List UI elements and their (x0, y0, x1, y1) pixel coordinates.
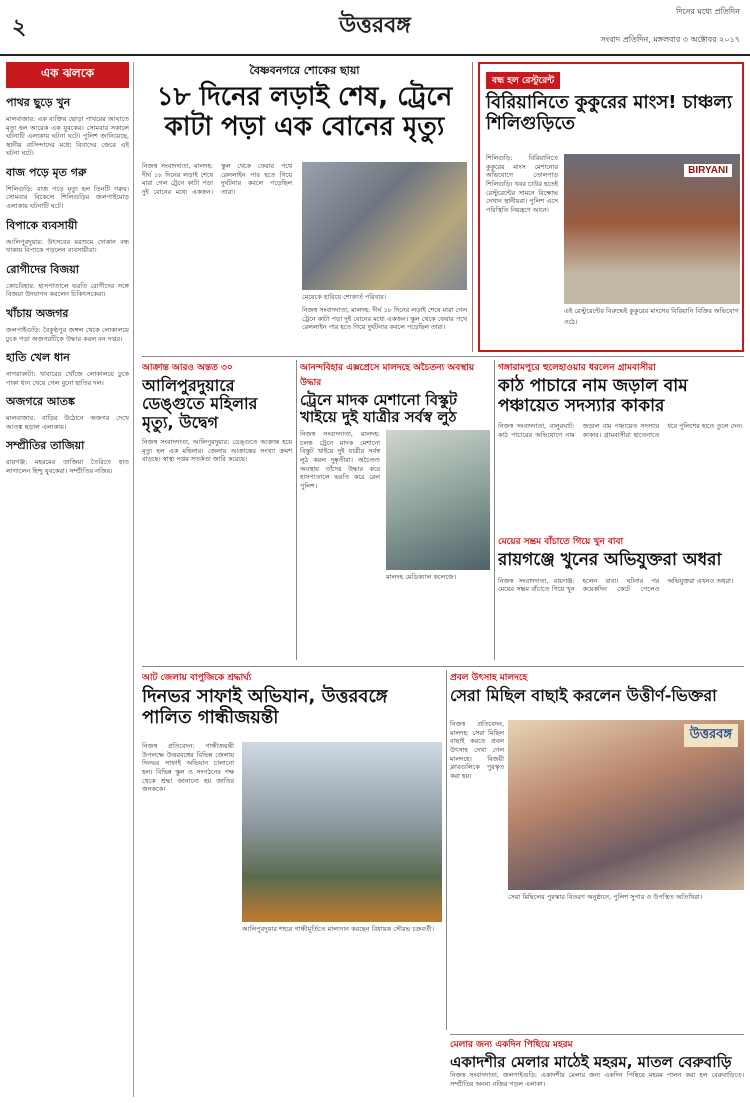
left-column (6, 62, 134, 1097)
paper-name: উত্তরবঙ্গ (339, 12, 411, 38)
story-body: নিজস্ব সংবাদদাতা, মালদহ: দীর্ঘ ১৮ দিনের লড়াই শেষে মারা গেল ট্রেনে কাটা পড়া দুই বোনের মধ্যে একজন। স্কুল থেকে ফেরার পথে রেললাইন পার হতে গিয়ে দুর্ঘটনার কবলে পড়েছিল তারা। (142, 162, 292, 196)
story-dengue (142, 360, 292, 660)
brief-text: নাগরাকাটা: খাবারের খোঁজে লোকালয়ে ঢুকে পাকা ধান খেয়ে গেল বুনো হাতির দল। (6, 370, 129, 387)
section-rule (142, 356, 744, 357)
story-photo (302, 162, 467, 290)
brief-item (6, 94, 129, 158)
brief-title: সম্প্রীতির তাজিয়া (6, 439, 85, 453)
brief-item (6, 437, 129, 475)
story-headline: সেরা মিছিল বাছাই করলেন উত্তীর্ণ-ভিক্তরা (450, 686, 717, 705)
brief-title: বিপাকে ব্যবসায়ী (6, 218, 78, 232)
brief-item (6, 349, 129, 387)
story-headline: কাঠ পাচারে নাম জড়াল বাম পঞ্চায়েত সদস্যার কাকার (498, 376, 688, 416)
column-rule (296, 360, 297, 660)
story-raiganj (498, 534, 744, 660)
story-kicker: বৈষ্ণবনগরে শোকের ছায়া (249, 64, 360, 77)
story-body: নিজস্ব সংবাদদাতা, আলিপুরদুয়ার: ডেঙ্গুতে আক্রান্ত হয়ে মৃত্যু হল এক মহিলার। জেলায় আক্রান্তের সংখ্যা ক্রমশ বাড়ছে। স্বাস্থ্য দপ্তর সতর্কতা জারি করেছে। (142, 438, 292, 464)
story-train-accident (142, 62, 467, 352)
edition-line: দিনের মধ্যে প্রতিদিন (676, 7, 740, 16)
story-kicker: আট জেলায় বাপুজিকে শ্রদ্ধার্ঘ্য (142, 673, 252, 683)
story-kicker: বন্ধ হল রেস্টুরেন্ট (486, 72, 560, 89)
photo-caption: এই রেস্টুরেন্টের বিরুদ্ধেই কুকুরের মাংসের বিরিয়ানি বিক্রির অভিযোগ ওঠে। (564, 307, 739, 326)
left-column-header: এক ঝলকে (6, 62, 129, 88)
story-body: শিলিগুড়ি: বিরিয়ানিতে কুকুরের মাংস মেশানোর অভিযোগে তোলপাড় শিলিগুড়ি। খবর চাউর হতেই রেস্টুরেন্টের সামনে বিক্ষোভ দেখান স্থানীয়রা। পুলিশ এসে পরিস্থিতি নিয়ন্ত্রণে আনে। (486, 154, 558, 214)
story-body: নিজস্ব সংবাদদাতা, জলপাইগুড়ি: একাদশীর মেলার জন্য একদিন পিছিয়ে মহরম পালন করা হল বেরুবাড়িতে। সম্প্রীতির অনন্য নজির গড়ল এলাকা। (450, 1071, 744, 1088)
story-muharram (450, 1037, 744, 1097)
story-train-robbery (300, 360, 490, 660)
column-rule (494, 360, 495, 660)
brief-text: মালবাজার: এক ব্যক্তির ছোড়া পাথরের আঘাতে মৃত্যু হল আরেক এক যুবকের। সোমবার সকালে ঘটনাটি এলাকায় ঘটনা ঘটে। পুলিশ জানিয়েছে, স্থানীয় বাসিন্দাদের মধ্যে বিবাদের জেরে এই ঘটনা ঘটে। (6, 115, 129, 158)
brief-item (6, 305, 129, 343)
story-gandhi-jayanti (142, 670, 442, 1030)
story-photo (386, 430, 490, 570)
brief-item (6, 393, 129, 431)
brief-item (6, 261, 129, 299)
story-kicker: মেয়ের সম্ভ্রম বাঁচাতে গিয়ে খুন বাবা (498, 537, 624, 547)
brief-text: কোচবিহার: হাসপাতালে ভরতি রোগীদের সঙ্গে বিজয়া উদযাপন করলেন চিকিৎসকেরা। (6, 281, 129, 299)
date-line: সংবাদ প্রতিদিন, মঙ্গলবার ৩ অক্টোবর ২০১৭ (600, 35, 740, 44)
photo-caption: মেয়েকে হারিয়ে শোকার্ত পরিবার। (302, 292, 467, 303)
story-best-procession (450, 670, 744, 1030)
restaurant-sign: BIRYANI (684, 164, 732, 177)
banner: উত্তরবঙ্গ (684, 724, 738, 747)
brief-title: পাথর ছুড়ে খুন (6, 96, 71, 109)
page-number: ২ (12, 14, 27, 40)
story-photo (508, 720, 744, 890)
story-headline: ১৮ দিনের লড়াই শেষ, ট্রেনে কাটা পড়া এক বোনের মৃত্যু (156, 82, 453, 142)
brief-item (6, 164, 129, 211)
section-rule (142, 666, 744, 667)
story-kicker: গঙ্গারামপুরে হুলেহাওয়ার ধরলেন গ্রামবাসীরা (498, 363, 656, 373)
masthead (0, 0, 750, 56)
brief-text: আলিপুরদুয়ার: উৎসবের মরশুমে দোকান বন্ধ থাকায় বিপাকে পড়লেন ব্যবসায়ীরা। (6, 237, 129, 255)
brief-title: হাতি খেল ধান (6, 351, 70, 365)
story-body: নিজস্ব সংবাদদাতা, রায়গঞ্জ: মেয়ের সম্ভ্রম বাঁচাতে গিয়ে খুন হলেন বাবা। ঘটনার পর কয়েকদিন কেটে গেলেও অভিযুক্তরা এখনও অধরা। (498, 576, 734, 594)
story-body: নিজস্ব প্রতিবেদন, মালদহ: সেরা মিছিল বাছাই করতে প্রবল উৎসাহ দেখা গেল মালদহে। বিজয়ী ক্লাবগুলিকে পুরস্কৃত করা হয়। (450, 720, 504, 780)
brief-title: রোগীদের বিজয়া (6, 262, 79, 276)
story-headline: একাদশীর মেলার মাঠেই মহরম, মাতল বেরুবাড়ি (450, 1053, 732, 1071)
story-body: নিজস্ব সংবাদদাতা, বালুরঘাট: কাঠ পাচারের অভিযোগে নাম জড়াল বাম পঞ্চায়েত সদস্যার কাকার। গ্রামবাসীরা হাতেনাতে ধরে পুলিশের হাতে তুলে দেন। (498, 422, 743, 439)
column-rule (472, 62, 473, 352)
story-headline: ট্রেনে মাদক মেশানো বিস্কুট খাইয়ে দুই যাত্রীর সর্বস্ব লুঠ (300, 391, 458, 427)
section-rule (450, 1034, 744, 1035)
story-headline: আলিপুরদুয়ারে ডেঙ্গুতে মহিলার মৃত্যু, উদ্বেগ (142, 376, 258, 432)
photo-caption: সেরা মিছিলের পুরস্কার বিতরণ অনুষ্ঠানে, পুলিশ সুপার ও উপস্থিত অতিথিরা। (508, 892, 744, 903)
brief-title: বাজ পড়ে মৃত গরু (6, 165, 87, 179)
story-body: নিজস্ব প্রতিবেদন: গান্ধীজয়ন্তী উপলক্ষে উত্তরবঙ্গের বিভিন্ন জেলায় দিনভর সাফাই অভিযান চালানো হল। বিভিন্ন স্কুল ও সংগঠনের পক্ষ থেকে শ্রদ্ধা জানানো হয় জাতির জনককে। (142, 742, 234, 794)
story-kicker: আক্রান্ত আরও অন্তত ৩০ (142, 363, 233, 373)
brief-title: খাঁচায় অজগর (6, 306, 69, 320)
story-body: নিজস্ব সংবাদদাতা, মালদহ: চলন্ত ট্রেনে মাদক মেশানো বিস্কুট খাইয়ে দুই যাত্রীর সর্বস্ব লুঠ করল দুষ্কৃতীরা। অচৈতন্য অবস্থায় তাঁদের উদ্ধার করে হাসপাতালে ভরতি করে রেল পুলিশ। (300, 430, 380, 490)
story-kicker: মেলার জন্য একদিন পিছিয়ে মহরম (450, 1040, 573, 1050)
story-wood-smuggling (498, 360, 744, 530)
brief-item (6, 217, 129, 255)
story-body-continued: নিজস্ব সংবাদদাতা, মালদহ: দীর্ঘ ১৮ দিনের লড়াই শেষে মারা গেল ট্রেনে কাটা পড়া দুই বোনের মধ্যে একজন। স্কুল থেকে ফেরার পথে রেললাইন পার হতে গিয়ে দুর্ঘটনার কবলে পড়েছিল তারা। (302, 306, 467, 332)
photo-caption: আলিপুরদুয়ার শহরে গান্ধীমূর্তিতে মাল্যদান করছেন বিধায়ক সৌরভ চক্রবর্তী। (242, 924, 442, 935)
brief-text: জলপাইগুড়ি: বৈকুণ্ঠপুর জঙ্গল থেকে লোকালয়ে ঢুকে পড়া অজগরটিকে উদ্ধার করল বন দপ্তর। (6, 325, 129, 343)
story-photo (564, 154, 740, 304)
brief-text: শিলিগুড়ি: বাজ পড়ে মৃত্যু হল তিনটি গরুর। সোমবার বিকেলে শিলিগুড়ির জলপাইমোড় এলাকায় ঘটনাটি ঘটে। (6, 184, 129, 211)
column-rule (446, 670, 447, 1030)
story-headline: রায়গঞ্জে খুনের অভিযুক্তরা অধরা (498, 550, 722, 570)
story-photo (242, 742, 442, 922)
brief-text: রায়গঞ্জ: মহরমের তাজিয়া তৈরিতে হাত লাগালেন হিন্দু যুবকেরা। সম্প্রীতির নজির। (6, 458, 129, 475)
story-biryani (478, 62, 744, 352)
photo-caption: মালদহ মেডিক্যাল কলেজে। (386, 572, 490, 583)
story-headline: বিরিয়ানিতে কুকুরের মাংস! চাঞ্চল্য শিলিগুড়িতে (486, 92, 733, 134)
story-kicker: প্রবল উৎসাহ মালদহে (450, 673, 528, 683)
brief-title: অজগরে আতঙ্ক (6, 395, 75, 409)
brief-text: মালবাজার: বাড়ির উঠোনে অজগর দেখে আতঙ্ক ছড়াল এলাকায়। (6, 414, 129, 431)
story-kicker: আনন্দবিহার এক্সপ্রেসে মালদহে অচৈতন্য অবস্থায় উদ্ধার (300, 363, 475, 388)
story-headline: দিনভর সাফাই অভিযান, উত্তরবঙ্গে পালিত গান্ধীজয়ন্তী (142, 686, 388, 728)
